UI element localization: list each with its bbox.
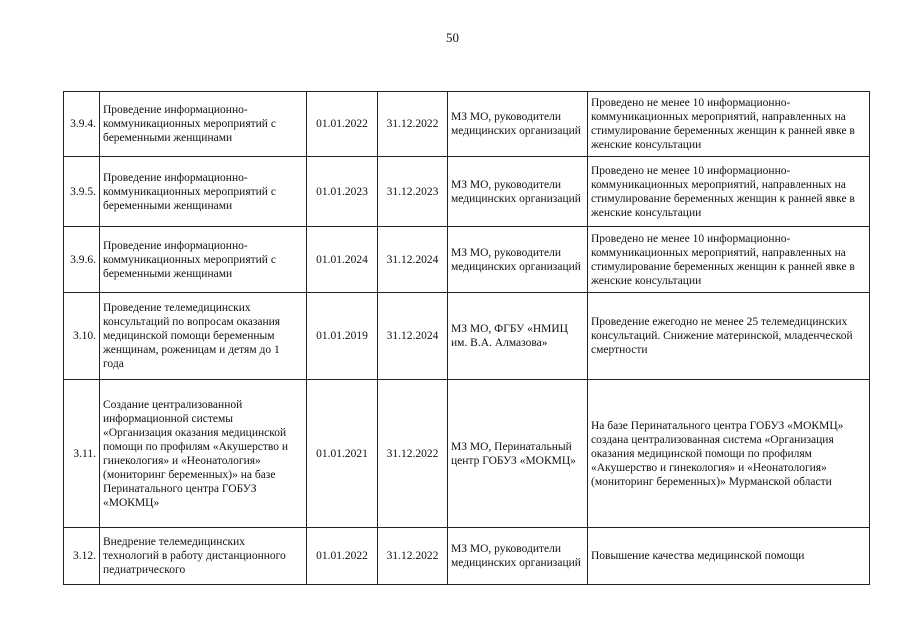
responsible-cell: МЗ МО, руководители медицинских организаций — [448, 92, 588, 157]
table-row — [64, 92, 870, 157]
row-number: 3.11. — [64, 380, 100, 528]
table-row — [64, 528, 870, 585]
activity-cell: Создание централизованной информационной системы «Организация оказания медицинской помощи по профилям «Акушерство и гинекология» и «Неонатология» (мониторинг беременных)» на базе Перинатального центра ГОБУЗ «МОКМЦ» — [100, 380, 307, 528]
result-cell: Проведено не менее 10 информационно-коммуникационных мероприятий, направленных на стимулирование беременных женщин к ранней явке в женские консультации — [588, 92, 870, 157]
table-row — [64, 293, 870, 380]
row-number: 3.12. — [64, 528, 100, 585]
end-date-cell: 31.12.2022 — [378, 528, 448, 585]
table-row — [64, 227, 870, 293]
row-number: 3.10. — [64, 293, 100, 380]
end-date-cell: 31.12.2024 — [378, 227, 448, 293]
row-number: 3.9.4. — [64, 92, 100, 157]
end-date-cell: 31.12.2022 — [378, 92, 448, 157]
result-cell: На базе Перинатального центра ГОБУЗ «МОКМЦ» создана централизованная система «Организация оказания медицинской помощи по профилям «Акушерство и гинекология» и «Неонатология» (мониторинг беременных)» Мурманской области — [588, 380, 870, 528]
start-date-cell: 01.01.2019 — [307, 293, 378, 380]
activity-cell: Проведение информационно-коммуникационных мероприятий с беременными женщинами — [100, 227, 307, 293]
start-date-cell: 01.01.2022 — [307, 92, 378, 157]
plan-table — [63, 91, 870, 585]
activity-cell: Внедрение телемедицинских технологий в работу дистанционного педиатрического — [100, 528, 307, 585]
start-date-cell: 01.01.2023 — [307, 157, 378, 227]
responsible-cell: МЗ МО, руководители медицинских организаций — [448, 227, 588, 293]
responsible-cell: МЗ МО, Перинатальный центр ГОБУЗ «МОКМЦ» — [448, 380, 588, 528]
responsible-cell: МЗ МО, руководители медицинских организаций — [448, 157, 588, 227]
table-row — [64, 157, 870, 227]
end-date-cell: 31.12.2023 — [378, 157, 448, 227]
activity-cell: Проведение телемедицинских консультаций по вопросам оказания медицинской помощи беременным женщинам, роженицам и детям до 1 года — [100, 293, 307, 380]
activity-cell: Проведение информационно-коммуникационных мероприятий с беременными женщинами — [100, 92, 307, 157]
start-date-cell: 01.01.2024 — [307, 227, 378, 293]
activity-cell: Проведение информационно-коммуникационных мероприятий с беременными женщинами — [100, 157, 307, 227]
end-date-cell: 31.12.2022 — [378, 380, 448, 528]
page-number: 50 — [446, 30, 459, 45]
result-cell: Проведено не менее 10 информационно-коммуникационных мероприятий, направленных на стимулирование беременных женщин к ранней явке в женские консультации — [588, 227, 870, 293]
responsible-cell: МЗ МО, ФГБУ «НМИЦ им. В.А. Алмазова» — [448, 293, 588, 380]
result-cell: Проведено не менее 10 информационно-коммуникационных мероприятий, направленных на стимулирование беременных женщин к ранней явке в женские консультации — [588, 157, 870, 227]
end-date-cell: 31.12.2024 — [378, 293, 448, 380]
start-date-cell: 01.01.2022 — [307, 528, 378, 585]
table-row — [64, 380, 870, 528]
result-cell: Проведение ежегодно не менее 25 телемедицинских консультаций. Снижение материнской, младенческой смертности — [588, 293, 870, 380]
row-number: 3.9.5. — [64, 157, 100, 227]
responsible-cell: МЗ МО, руководители медицинских организаций — [448, 528, 588, 585]
start-date-cell: 01.01.2021 — [307, 380, 378, 528]
row-number: 3.9.6. — [64, 227, 100, 293]
result-cell: Повышение качества медицинской помощи — [588, 528, 870, 585]
